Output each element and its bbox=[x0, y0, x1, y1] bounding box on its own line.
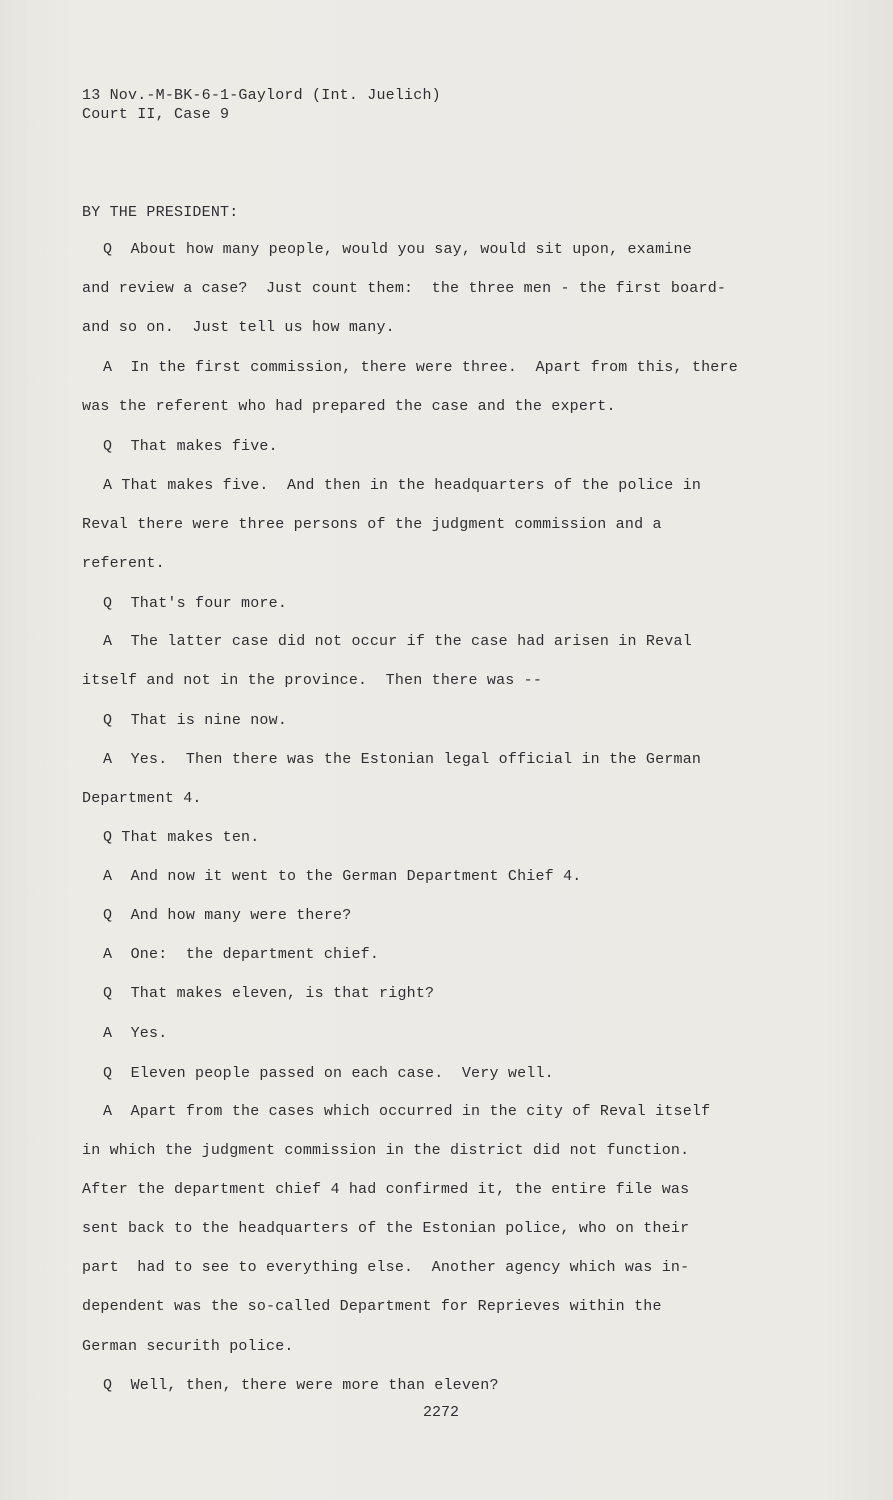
transcript-line: Q That makes ten. bbox=[103, 829, 260, 846]
transcript-line: sent back to the headquarters of the Estonian police, who on their bbox=[82, 1220, 690, 1237]
transcript-line: Department 4. bbox=[82, 790, 202, 807]
transcript-line: Q That is nine now. bbox=[103, 712, 288, 729]
transcript-line: Reval there were three persons of the judgment commission and a bbox=[82, 516, 662, 533]
header-line-2: Court II, Case 9 bbox=[82, 106, 230, 123]
transcript-line: After the department chief 4 had confirmed it, the entire file was bbox=[82, 1181, 690, 1198]
transcript-line: Q And how many were there? bbox=[103, 907, 352, 924]
page-number: 2272 bbox=[423, 1404, 460, 1421]
transcript-line: Q That's four more. bbox=[103, 595, 288, 612]
transcript-line: part had to see to everything else. Another agency which was in- bbox=[82, 1259, 690, 1276]
transcript-line: referent. bbox=[82, 555, 165, 572]
transcript-line: was the referent who had prepared the case and the expert. bbox=[82, 398, 616, 415]
transcript-line: Q About how many people, would you say, would sit upon, examine bbox=[103, 241, 692, 258]
transcript-line: dependent was the so-called Department for Reprieves within the bbox=[82, 1298, 662, 1315]
transcript-line: and so on. Just tell us how many. bbox=[82, 319, 395, 336]
transcript-line: Q That makes five. bbox=[103, 438, 278, 455]
transcript-line: itself and not in the province. Then there was -- bbox=[82, 672, 543, 689]
transcript-line: A Apart from the cases which occurred in the city of Reval itself bbox=[103, 1103, 711, 1120]
transcript-line: A Yes. Then there was the Estonian legal official in the German bbox=[103, 751, 702, 768]
transcript-line: A One: the department chief. bbox=[103, 946, 380, 963]
transcript-line: A In the first commission, there were three. Apart from this, there bbox=[103, 359, 738, 376]
transcript-line: German securith police. bbox=[82, 1338, 294, 1355]
transcript-line: and review a case? Just count them: the three men - the first board- bbox=[82, 280, 727, 297]
header-line-1: 13 Nov.-M-BK-6-1-Gaylord (Int. Juelich) bbox=[82, 87, 441, 104]
transcript-line: Q Well, then, there were more than eleven? bbox=[103, 1377, 499, 1394]
transcript-line: Q That makes eleven, is that right? bbox=[103, 985, 435, 1002]
speaker-heading: BY THE PRESIDENT: bbox=[82, 204, 239, 221]
transcript-line: A Yes. bbox=[103, 1025, 168, 1042]
transcript-line: in which the judgment commission in the district did not function. bbox=[82, 1142, 690, 1159]
transcript-line: A The latter case did not occur if the case had arisen in Reval bbox=[103, 633, 692, 650]
transcript-line: A That makes five. And then in the headquarters of the police in bbox=[103, 477, 702, 494]
transcript-line: A And now it went to the German Department Chief 4. bbox=[103, 868, 582, 885]
transcript-line: Q Eleven people passed on each case. Very well. bbox=[103, 1065, 554, 1082]
